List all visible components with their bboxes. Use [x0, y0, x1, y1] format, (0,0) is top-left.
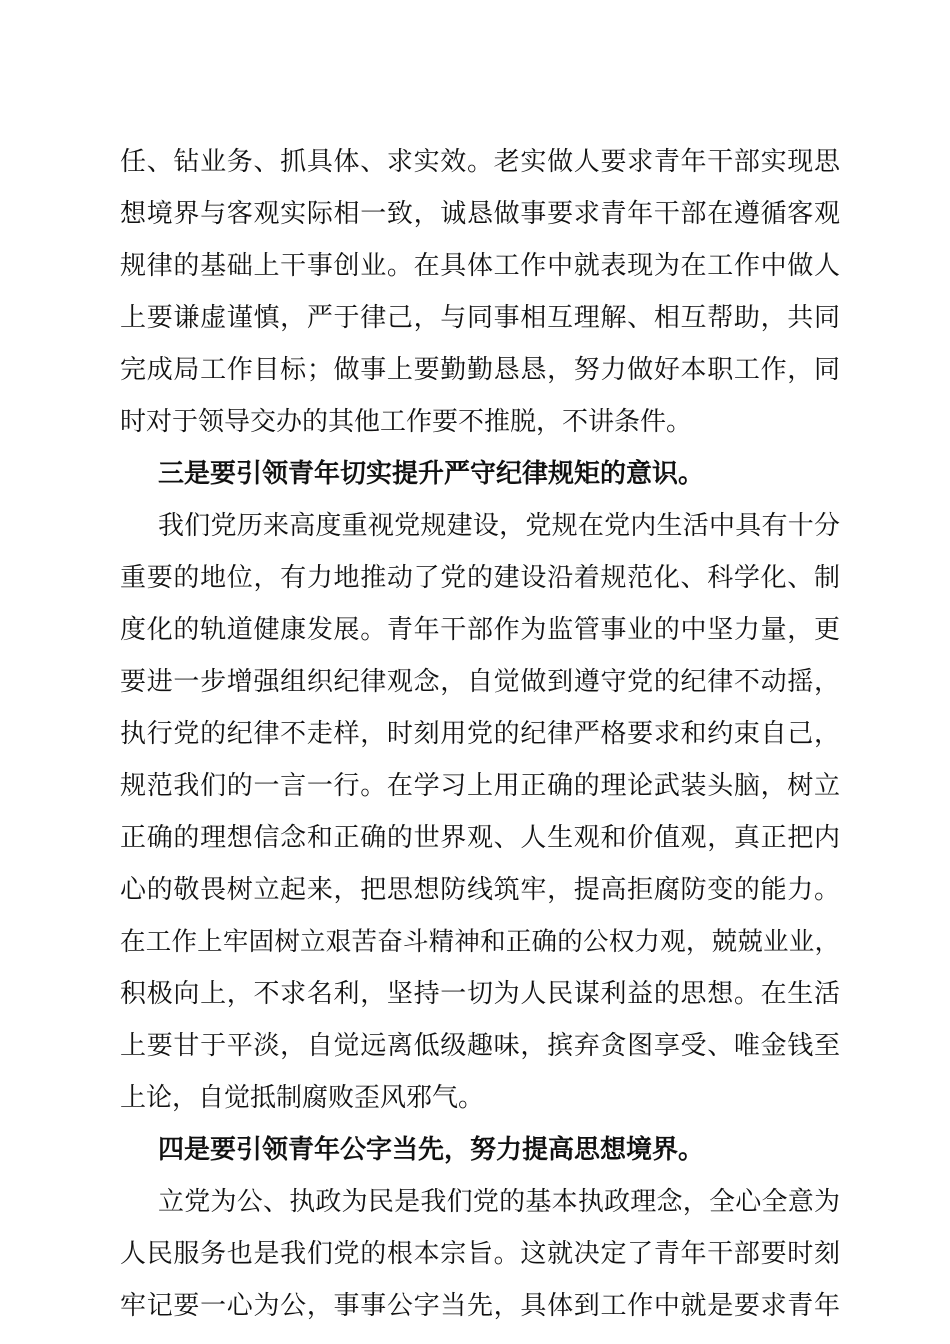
- body-text-line: 时对于领导交办的其他工作要不推脱，不讲条件。: [120, 407, 693, 437]
- body-text-line: 上要甘于平淡，自觉远离低级趣味，摈弃贪图享受、唯金钱至: [120, 1031, 840, 1061]
- section-heading-4: 四是要引领青年公字当先，努力提高思想境界。: [158, 1135, 705, 1165]
- body-text-line: 立党为公、执政为民是我们党的基本执政理念，全心全意为: [158, 1187, 840, 1217]
- body-text-line: 度化的轨道健康发展。青年干部作为监管事业的中坚力量，更: [120, 615, 840, 645]
- body-text-line: 要进一步增强组织纪律观念，自觉做到遵守党的纪律不动摇，: [120, 667, 840, 697]
- body-text-line: 规范我们的一言一行。在学习上用正确的理论武装头脑，树立: [120, 771, 840, 801]
- body-text-line: 正确的理想信念和正确的世界观、人生观和价值观，真正把内: [120, 823, 840, 853]
- section-heading-3: 三是要引领青年切实提升严守纪律规矩的意识。: [158, 459, 705, 489]
- body-text-line: 上要谦虚谨慎，严于律己，与同事相互理解、相互帮助，共同: [120, 303, 840, 333]
- body-text-line: 想境界与客观实际相一致，诚恳做事要求青年干部在遵循客观: [120, 199, 840, 229]
- body-text-line: 重要的地位，有力地推动了党的建设沿着规范化、科学化、制: [120, 563, 840, 593]
- body-text-line: 牢记要一心为公，事事公字当先，具体到工作中就是要求青年: [120, 1291, 840, 1321]
- body-text-line: 任、钻业务、抓具体、求实效。老实做人要求青年干部实现思: [120, 147, 840, 177]
- body-text-line: 完成局工作目标；做事上要勤勤恳恳，努力做好本职工作，同: [120, 355, 840, 385]
- body-text-line: 在工作上牢固树立艰苦奋斗精神和正确的公权力观，兢兢业业，: [120, 927, 840, 957]
- body-text-line: 心的敬畏树立起来，把思想防线筑牢，提高拒腐防变的能力。: [120, 875, 840, 905]
- body-text-line: 积极向上，不求名利，坚持一切为人民谋利益的思想。在生活: [120, 979, 840, 1009]
- body-text-line: 规律的基础上干事创业。在具体工作中就表现为在工作中做人: [120, 251, 840, 281]
- body-text-line: 执行党的纪律不走样，时刻用党的纪律严格要求和约束自己，: [120, 719, 840, 749]
- body-text-line: 我们党历来高度重视党规建设，党规在党内生活中具有十分: [158, 511, 840, 541]
- body-text-line: 人民服务也是我们党的根本宗旨。这就决定了青年干部要时刻: [120, 1239, 840, 1269]
- body-text-line: 上论，自觉抵制腐败歪风邪气。: [120, 1083, 485, 1113]
